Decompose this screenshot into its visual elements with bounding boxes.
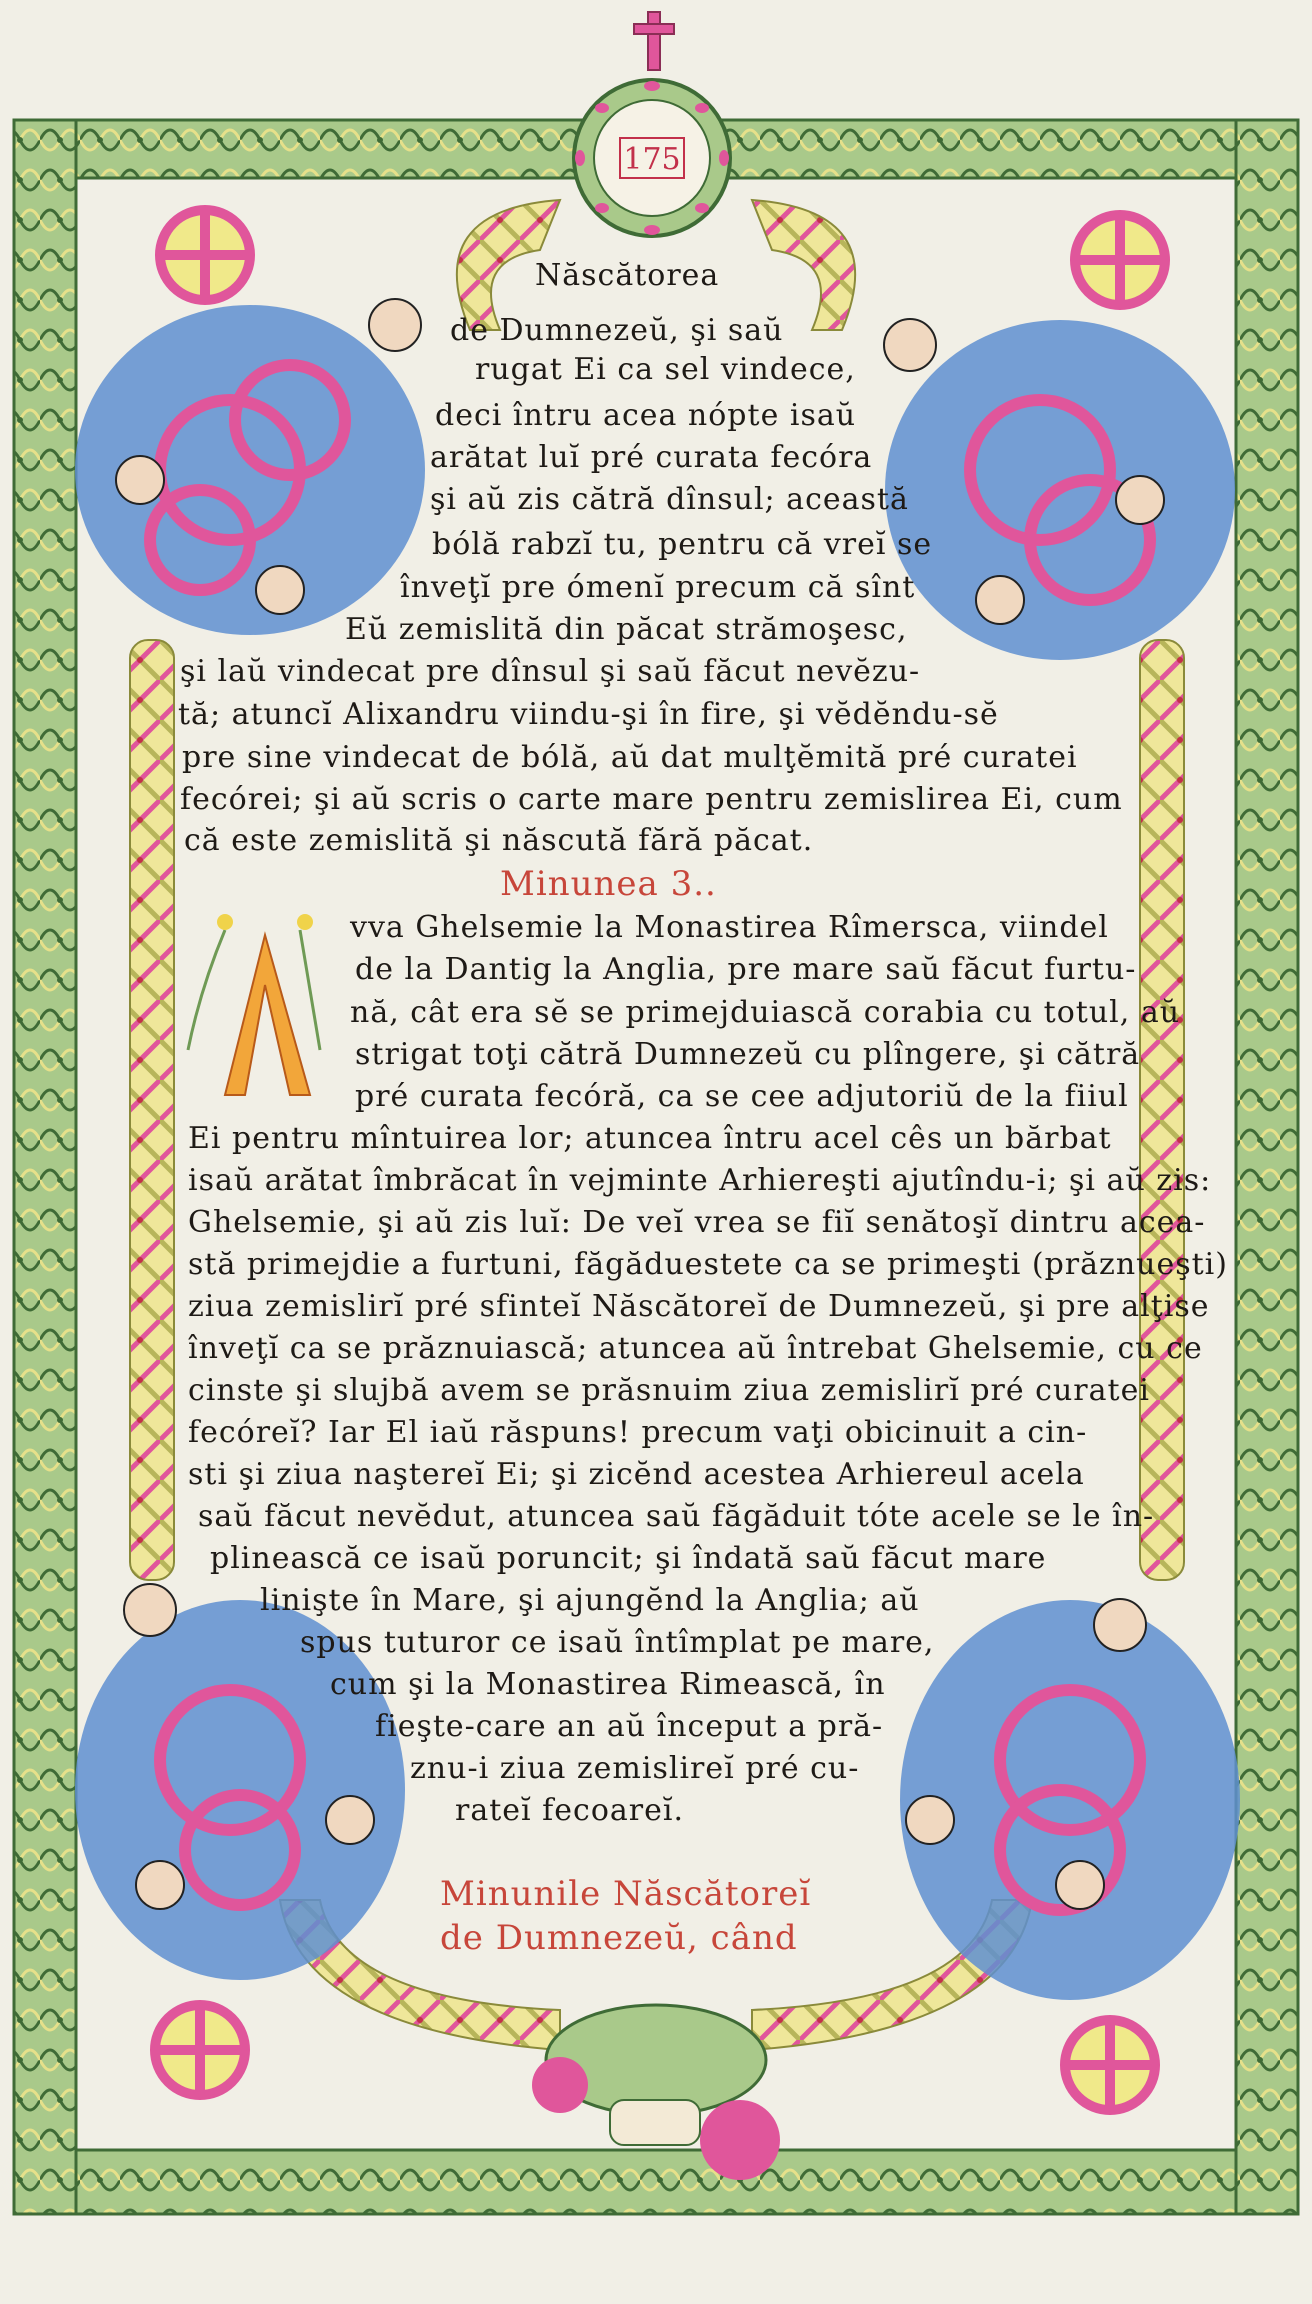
text-line: că este zemislită şi născută fără păcat. bbox=[184, 823, 814, 858]
text-line: bólă rabzĭ tu, pentru că vreĭ se bbox=[432, 527, 933, 562]
text-line: strigat toţi cătră Dumnezeŭ cu plîngere, şi cătră bbox=[355, 1037, 1141, 1072]
text-line: fecórei; şi aŭ scris o carte mare pentru zemislirea Ei, cum bbox=[180, 782, 1123, 817]
footer-title-line: de Dumnezeŭ, când bbox=[440, 1918, 798, 1958]
text-line: isaŭ arătat îmbrăcat în vejminte Arhiereşti ajutîndu-i; şi aŭ zis: bbox=[188, 1163, 1212, 1198]
text-line: de Dumnezeŭ, şi saŭ bbox=[450, 313, 784, 348]
text-line: şi aŭ zis cătră dînsul; această bbox=[430, 482, 909, 517]
text-line: Eŭ zemislită din păcat strămoşesc, bbox=[345, 612, 908, 647]
text-line: linişte în Mare, şi ajungĕnd la Anglia; aŭ bbox=[260, 1583, 920, 1618]
text-line: cum şi la Monastirea Rimească, în bbox=[330, 1667, 886, 1702]
text-line: înveţĭ pre ómenĭ precum că sînt bbox=[400, 570, 916, 605]
text-line: vva Ghelsemie la Monastirea Rîmersca, viindel bbox=[350, 910, 1109, 945]
text-line: plinească ce isaŭ poruncit; şi îndată saŭ făcut mare bbox=[210, 1541, 1047, 1576]
text-line: pre sine vindecat de bólă, aŭ dat mulţĕmită pré curatei bbox=[182, 740, 1078, 775]
text-line: rateĭ fecoareĭ. bbox=[455, 1793, 684, 1828]
text-line: Ghelsemie, şi aŭ zis luĭ: De veĭ vrea se fiĭ senătoşĭ dintru acea- bbox=[188, 1205, 1206, 1240]
text-line: spus tuturor ce isaŭ întîmplat pe mare, bbox=[300, 1625, 935, 1660]
text-line: fecóreĭ? Iar El iaŭ răspuns! precum vaţi obicinuit a cin- bbox=[188, 1415, 1088, 1450]
miracle-title: Minunea 3.. bbox=[500, 864, 717, 904]
text-line: de la Dantig la Anglia, pre mare saŭ făcut furtu- bbox=[355, 952, 1137, 987]
text-line: şi laŭ vindecat pre dînsul şi saŭ făcut nevĕzu- bbox=[180, 654, 921, 689]
text-line: saŭ făcut nevĕdut, atuncea saŭ făgăduit tóte acele se le în- bbox=[198, 1499, 1155, 1534]
text-line: rugat Ei ca sel vindece, bbox=[475, 352, 856, 387]
footer-title-line: Minunile Născătoreĭ bbox=[440, 1874, 812, 1914]
text-line: ziua zemislirĭ pré sfinteĭ Născătoreĭ de Dumnezeŭ, şi pre alţise bbox=[188, 1289, 1210, 1324]
text-line: fieşte-care an aŭ început a pră- bbox=[375, 1709, 884, 1744]
page-number: 175 bbox=[623, 142, 681, 177]
text-line: Ei pentru mîntuirea lor; atuncea întru acel cês un bărbat bbox=[188, 1121, 1112, 1156]
text-line: stă primejdie a furtuni, făgăduestete ca se primeşti (prăznueşti) bbox=[188, 1247, 1228, 1282]
text-line: sti şi ziua naştereĭ Ei; şi zicĕnd acestea Arhiereul acela bbox=[188, 1457, 1085, 1492]
text-line: deci întru acea nópte isaŭ bbox=[435, 398, 857, 433]
text-line: tă; atuncĭ Alixandru viindu-şi în fire, şi vĕdĕndu-sĕ bbox=[178, 697, 999, 732]
text-line: pré curata fecóră, ca se cee adjutoriŭ de la fiiul bbox=[355, 1079, 1129, 1114]
text-line: znu-i ziua zemislireĭ pré cu- bbox=[410, 1751, 860, 1786]
text-line: arătat luĭ pré curata fecóra bbox=[430, 440, 873, 475]
text-line: cinste şi slujbă avem se prăsnuim ziua zemislirĭ pré curatei bbox=[188, 1373, 1150, 1408]
text-line: Născătorea bbox=[535, 258, 720, 293]
text-line: înveţĭ ca se prăznuiască; atuncea aŭ întrebat Ghelsemie, cu ce bbox=[188, 1331, 1203, 1366]
text-line: nă, cât era sĕ se primejduiască corabia cu totul, aŭ bbox=[350, 995, 1181, 1030]
